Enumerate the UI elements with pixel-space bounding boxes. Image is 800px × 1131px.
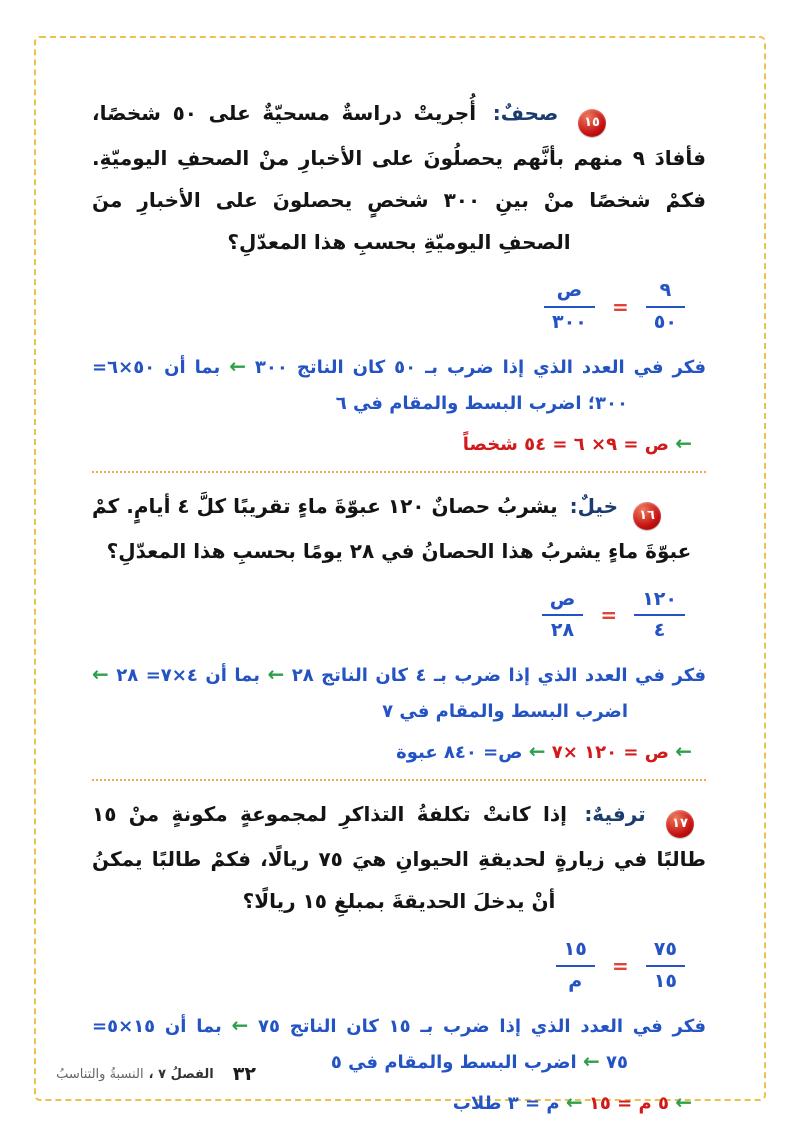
chapter-title: النسبةُ والتناسبُ <box>56 1067 144 1082</box>
problem-body-text: إذا كانتْ تكلفةُ التذاكرِ لمجموعةٍ مكونةٍ منْ ١٥ طالبًا في زيارةٍ لحديقةِ الحيوانِ هيَ ٧٥ ريالًا، فكمْ طالبًا يمكنُ أنْ يدخلَ الحديقةَ بمبلغِ ١٥ ريالًا؟ <box>92 802 706 913</box>
problem-body-text: أُجريتْ دراسةٌ مسحيّةٌ على ٥٠ شخصًا، فأفادَ ٩ منهم بأنَّهم يحصلُونَ على الأخبارِ منْ الصحفِ اليوميّةِ. فكمْ شخصًا منْ بينِ ٣٠٠ شخصٍ يحصلونَ على الأخبارِ منَ الصحفِ اليوميّةِ بحسبِ هذا المعدّلِ؟ <box>92 101 707 254</box>
green-arrow-icon: ← <box>528 739 546 763</box>
problem-body-text: يشربُ حصانٌ ١٢٠ عبوّةَ ماءٍ تقريبًا كلَّ ٤ أيامٍ. كمْ عبوّةَ ماءٍ يشربُ هذا الحصانُ في ٢٨ يومًا بحسبِ هذا المعدّلِ؟ <box>92 493 692 563</box>
hint-text: فكر في العدد الذي إذا ضرب بـ ١٥ كان الناتج ٧٥ <box>258 1015 706 1037</box>
denominator: ١٥ <box>653 969 677 992</box>
numerator: ص <box>544 279 595 308</box>
hint-text: فكر في العدد الذي إذا ضرب بـ ٤ كان الناتج ٢٨ <box>291 665 706 686</box>
problem-section-15 <box>92 92 706 459</box>
problem-title: صحفٌ: <box>492 101 559 125</box>
green-arrow-icon: ← <box>267 662 285 686</box>
fraction-left <box>544 279 595 335</box>
numerator: ١٢٠ <box>634 588 685 617</box>
answer-final: م = ٣ طلاب <box>452 1092 560 1114</box>
hint-line-1 <box>92 1008 706 1044</box>
problem-statement <box>92 92 706 263</box>
problem-number-badge <box>633 502 661 530</box>
dotted-divider <box>92 471 706 473</box>
hint-text: فكر في العدد الذي إذا ضرب بـ ٥٠ كان الناتج ٣٠٠ <box>254 356 707 378</box>
fraction-right <box>634 588 685 644</box>
hint-text: بما أن ٥٠×٦= <box>92 356 221 378</box>
green-arrow-icon: ← <box>229 353 246 378</box>
denominator: م <box>568 969 583 992</box>
answer-line <box>92 737 706 767</box>
hint-text: بما أن ١٥×٥= <box>92 1015 222 1037</box>
answer-line <box>92 1088 706 1118</box>
proportion-equation <box>92 588 706 644</box>
denominator: ٤ <box>653 619 666 642</box>
dotted-divider <box>92 779 706 781</box>
green-arrow-icon: ← <box>92 662 109 686</box>
problem-number: ١٥ <box>584 115 600 130</box>
numerator: ١٥ <box>556 938 595 967</box>
hint-text: ٣٠٠؛ اضرب البسط والمقام في ٦ <box>335 392 628 414</box>
equals-sign: = <box>611 953 629 978</box>
equals-sign: = <box>600 603 618 628</box>
green-arrow-icon: ← <box>675 430 692 455</box>
problem-number: ١٧ <box>672 816 688 831</box>
hint-line-2 <box>92 385 628 421</box>
green-arrow-icon: ← <box>231 1012 249 1037</box>
numerator: ص <box>542 588 584 617</box>
problem-title: ترفيهٌ: <box>584 802 646 826</box>
equals-sign: = <box>611 294 629 319</box>
chapter-label: الفصلُ ٧ ، <box>148 1067 214 1082</box>
page-content <box>92 92 706 1118</box>
problem-number: ١٦ <box>639 507 655 523</box>
hint-line-1 <box>92 657 706 693</box>
denominator: ٣٠٠ <box>552 310 587 333</box>
fraction-left <box>542 588 584 644</box>
fraction-left <box>556 938 595 994</box>
problem-section-16 <box>92 485 706 768</box>
problem-statement <box>92 793 706 922</box>
answer-work: ص = ١٢٠ ×٧ <box>551 742 669 763</box>
green-arrow-icon: ← <box>675 739 692 763</box>
hint-line-2 <box>92 693 628 729</box>
numerator: ٩ <box>646 279 685 308</box>
page-number: ٣٢ <box>232 1063 256 1085</box>
denominator: ٥٠ <box>653 310 677 333</box>
problem-number-badge <box>666 810 694 838</box>
hint-line-1 <box>92 349 706 385</box>
numerator: ٧٥ <box>646 938 685 967</box>
hint-text: ٧٥ <box>606 1051 628 1073</box>
answer-work: ص = ٩× ٦ = ٥٤ شخصاً <box>462 433 669 455</box>
proportion-equation <box>92 279 706 335</box>
denominator: ٢٨ <box>550 619 575 642</box>
problem-title: خيلٌ: <box>569 493 619 518</box>
page-footer <box>56 1063 256 1085</box>
proportion-equation <box>92 938 706 994</box>
answer-line <box>92 429 706 459</box>
green-arrow-icon: ← <box>582 1048 600 1073</box>
hint-text: بما أن ٤×٧= ٢٨ <box>116 665 260 686</box>
answer-work: ٥ م = ١٥ <box>588 1092 669 1114</box>
problem-number-badge <box>578 109 606 137</box>
solution-hint <box>92 657 706 729</box>
green-arrow-icon: ← <box>675 1089 692 1114</box>
answer-final: ص= ٨٤٠ عبوة <box>396 742 523 763</box>
problem-statement <box>92 485 706 572</box>
fraction-right <box>646 938 685 994</box>
hint-text: اضرب البسط والمقام في ٥ <box>330 1051 577 1073</box>
green-arrow-icon: ← <box>565 1089 583 1114</box>
hint-text: اضرب البسط والمقام في ٧ <box>382 701 628 722</box>
fraction-right <box>646 279 685 335</box>
solution-hint <box>92 349 706 421</box>
